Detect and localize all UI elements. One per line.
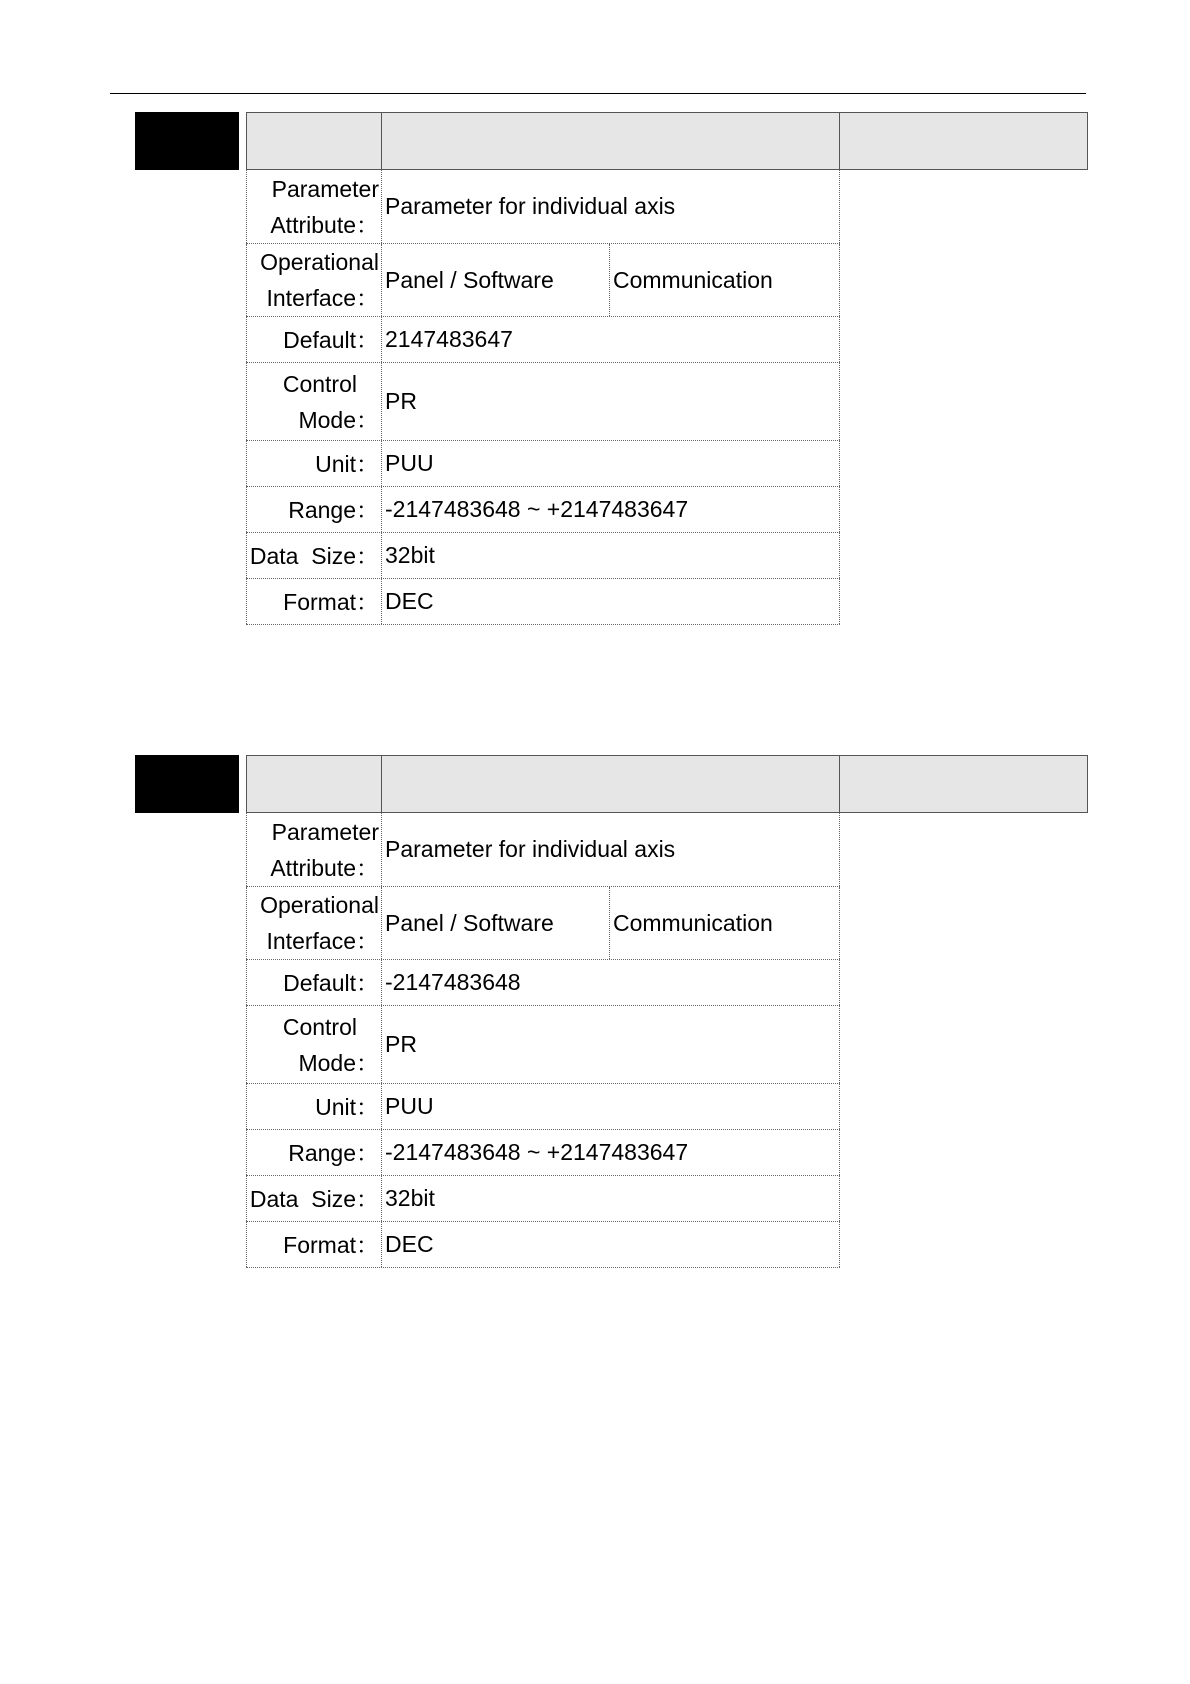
parameter-header-row (246, 755, 1088, 813)
label-line: Parameter (271, 818, 379, 845)
row-operational-interface (246, 887, 840, 960)
interface-communication: Communication (613, 266, 773, 293)
header-cell-name (382, 112, 840, 170)
row-control-mode (246, 363, 840, 441)
row-parameter-attribute (246, 813, 840, 887)
value-control-mode: PR (382, 1006, 840, 1083)
value-format: DEC (382, 579, 840, 624)
value-format: DEC (382, 1222, 840, 1267)
label-unit (246, 441, 382, 486)
label-default (246, 960, 382, 1005)
parameter-table (246, 170, 840, 625)
header-cell-code (246, 755, 382, 813)
label-range (246, 1130, 382, 1175)
label-line: Default： (283, 969, 379, 996)
row-default (246, 317, 840, 363)
label-line: Interface： (266, 285, 379, 311)
label-default (246, 317, 382, 362)
label-parameter-attribute (246, 170, 382, 243)
label-operational-interface (246, 887, 382, 959)
header-cell-name (382, 755, 840, 813)
row-control-mode (246, 1006, 840, 1084)
value-parameter-attribute: Parameter for individual axis (382, 170, 840, 243)
value-default: 2147483647 (382, 317, 840, 362)
value-range: -2147483648 ~ +2147483647 (382, 1130, 840, 1175)
row-data-size (246, 1176, 840, 1222)
label-line: Range： (288, 496, 379, 523)
label-line: Mode： (298, 406, 379, 433)
label-line: Default： (283, 326, 379, 353)
value-operational-interface (382, 244, 840, 316)
parameter-code-box (135, 112, 239, 170)
label-line: Unit： (315, 1093, 379, 1120)
row-parameter-attribute (246, 170, 840, 244)
label-range (246, 487, 382, 532)
interface-panel-software: Panel / Software (382, 887, 610, 959)
label-line: Format： (283, 1231, 379, 1258)
row-format (246, 579, 840, 625)
row-range (246, 487, 840, 533)
label-line: Operational (260, 249, 379, 275)
label-line: Control (282, 370, 357, 397)
label-line: Format： (283, 588, 379, 615)
label-line: Unit： (315, 450, 379, 477)
label-line: Parameter (271, 175, 379, 202)
value-operational-interface (382, 887, 840, 959)
value-data-size: 32bit (382, 533, 840, 578)
label-line: Data Size： (249, 1185, 379, 1212)
header-cell-address (840, 755, 1088, 813)
label-format (246, 579, 382, 624)
value-data-size: 32bit (382, 1176, 840, 1221)
value-range: -2147483648 ~ +2147483647 (382, 487, 840, 532)
row-data-size (246, 533, 840, 579)
label-control-mode (246, 1006, 382, 1083)
label-line: Mode： (298, 1049, 379, 1076)
value-unit: PUU (382, 1084, 840, 1129)
label-format (246, 1222, 382, 1267)
parameter-code-box (135, 755, 239, 813)
label-line: Data Size： (249, 542, 379, 569)
row-operational-interface (246, 244, 840, 317)
label-data-size (246, 1176, 382, 1221)
row-range (246, 1130, 840, 1176)
row-unit (246, 441, 840, 487)
label-line: Attribute： (270, 854, 379, 881)
label-line: Range： (288, 1139, 379, 1166)
label-line: Attribute： (270, 211, 379, 238)
label-line: Operational (260, 892, 379, 918)
row-default (246, 960, 840, 1006)
parameter-table (246, 813, 840, 1268)
label-data-size (246, 533, 382, 578)
label-line: Interface： (266, 928, 379, 954)
label-unit (246, 1084, 382, 1129)
label-parameter-attribute (246, 813, 382, 886)
value-default: -2147483648 (382, 960, 840, 1005)
value-unit: PUU (382, 441, 840, 486)
row-unit (246, 1084, 840, 1130)
label-line: Control (282, 1013, 357, 1040)
label-control-mode (246, 363, 382, 440)
interface-panel-software: Panel / Software (382, 244, 610, 316)
header-cell-address (840, 112, 1088, 170)
label-operational-interface (246, 244, 382, 316)
page-top-rule (110, 93, 1086, 94)
value-parameter-attribute: Parameter for individual axis (382, 813, 840, 886)
interface-communication: Communication (613, 909, 773, 936)
parameter-header-row (246, 112, 1088, 170)
header-cell-code (246, 112, 382, 170)
value-control-mode: PR (382, 363, 840, 440)
row-format (246, 1222, 840, 1268)
